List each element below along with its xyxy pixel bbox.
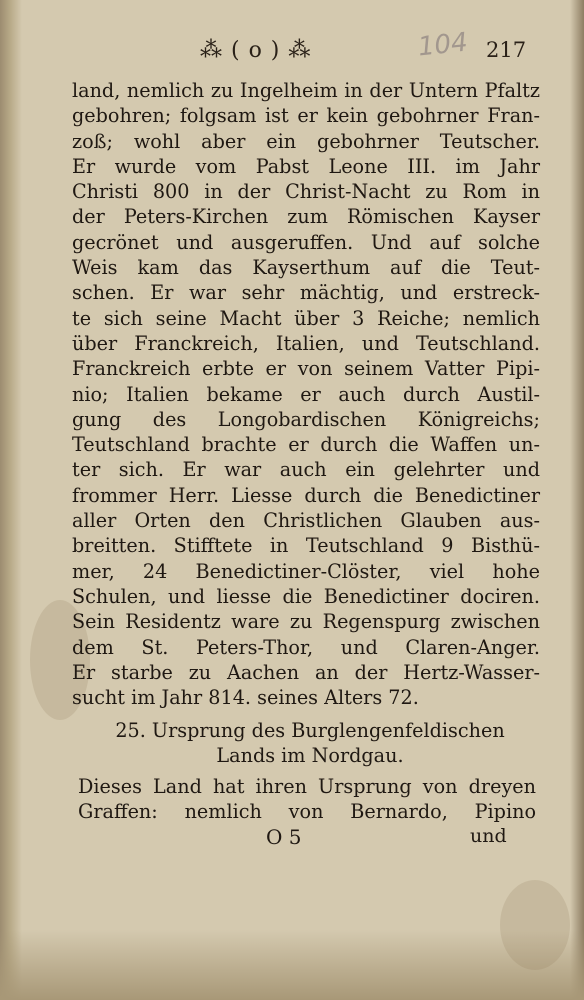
text-line: mer, 24 Benedictiner-Clöster, viel hohe (72, 559, 540, 583)
text-line: über Franckreich, Italien, und Teutschland. (72, 331, 540, 355)
text-line: Graffen: nemlich von Bernardo, Pipino (78, 800, 536, 824)
paper-stain (500, 880, 570, 970)
text-line: gecrönet und ausgeruffen. Und auf solche (72, 230, 540, 254)
text-line: nio; Italien bekame er auch durch Austil- (72, 382, 540, 406)
text-line: Teutschland brachte er durch die Waffen un- (72, 433, 540, 457)
text-line: Franckreich erbte er von seinem Vatter Pipi- (72, 357, 540, 381)
text-line: land, nemlich zu Ingelheim in der Untern Pfaltz (72, 79, 540, 102)
text-line: dem St. Peters-Thor, und Claren-Anger. (72, 635, 540, 659)
header-ornament: ⁂ ( o ) ⁂ (200, 38, 312, 63)
text-line: zoß; wohl aber ein gebohrner Teutscher. (72, 129, 540, 153)
text-line: breitten. Stifftete in Teutschland 9 Bisthü- (72, 534, 540, 558)
page-right-edge (570, 0, 584, 1000)
text-line: Sein Residentz ware zu Regenspurg zwischen (72, 610, 540, 634)
text-line: Dieses Land hat ihren Ursprung von dreyen (78, 775, 536, 798)
signature-mark: O 5 (266, 825, 302, 849)
text-line: gung des Longobardischen Königreichs; (72, 407, 540, 431)
text-line: Schulen, und liesse die Benedictiner dociren. (72, 584, 540, 608)
text-line: Weis kam das Kayserthum auf die Teut- (72, 256, 540, 280)
text-line: schen. Er war sehr mächtig, und erstreck- (72, 281, 540, 305)
text-line: te sich seine Macht über 3 Reiche; nemlich (72, 306, 540, 330)
text-line: Er starbe zu Aachen an der Hertz-Wasser- (72, 660, 540, 684)
section-heading-line: 25. Ursprung des Burglengenfeldischen (115, 719, 505, 742)
page-left-edge (0, 0, 22, 1000)
page-bottom-edge (0, 930, 584, 1000)
text-line: Christi 800 in der Christ-Nacht zu Rom in (72, 180, 540, 204)
text-line: frommer Herr. Liesse durch die Benedictiner (72, 483, 540, 507)
section-text-block (78, 774, 536, 825)
text-line: der Peters-Kirchen zum Römischen Kayser (72, 205, 540, 229)
section-heading-line: Lands im Nordgau. (216, 744, 404, 768)
main-text-block (72, 78, 540, 710)
text-line: ter sich. Er war auch ein gelehrter und (72, 458, 540, 482)
handwritten-page-note: 104 (416, 27, 470, 63)
text-line: Er wurde vom Pabst Leone III. im Jahr (72, 154, 540, 178)
page-header (60, 27, 540, 68)
text-line: gebohren; folgsam ist er kein gebohrner Fran- (72, 104, 540, 128)
section-heading (90, 718, 530, 769)
text-line: sucht im Jahr 814. seines Alters 72. (72, 686, 419, 710)
text-line: aller Orten den Christlichen Glauben aus- (72, 509, 540, 533)
page-number: 217 (486, 38, 527, 62)
catchword: und (470, 825, 507, 847)
